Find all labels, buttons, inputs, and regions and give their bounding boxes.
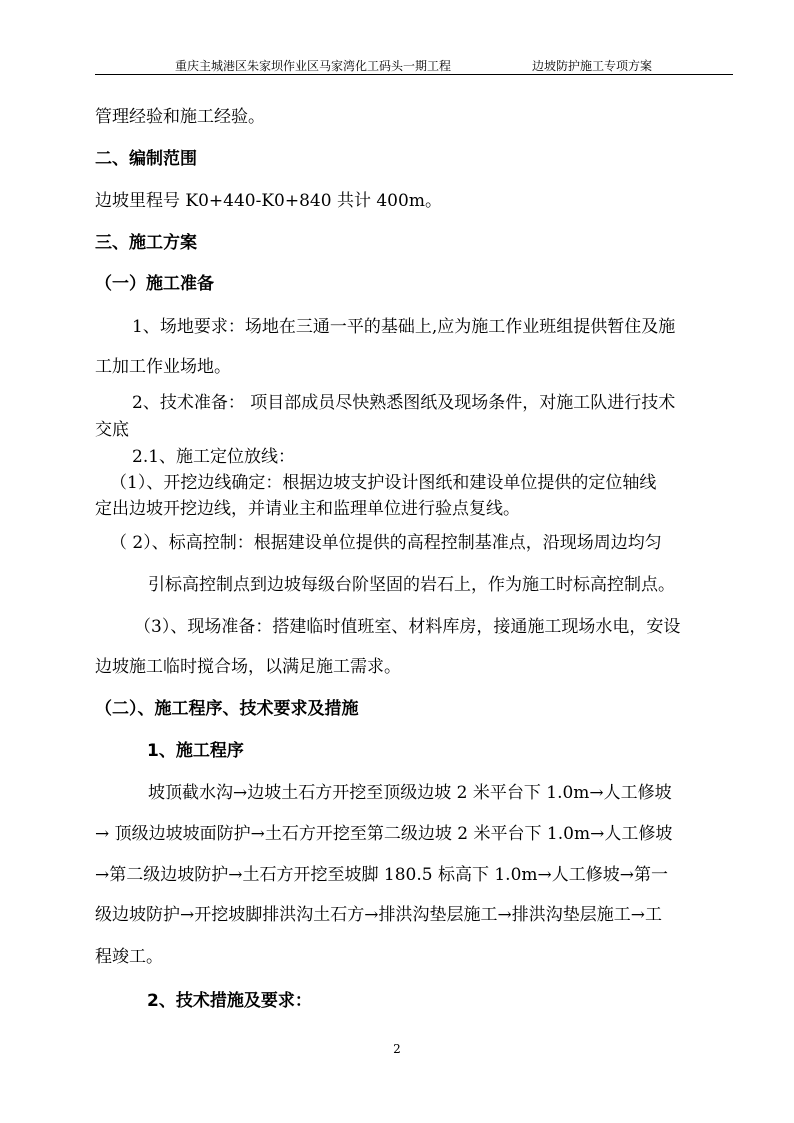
body-line: 2.1、施工定位放线： [132, 447, 296, 467]
body-line: → 顶级边坡坡面防护→土石方开挖至第二级边坡 2 米平台下 1.0m→人工修坡 [95, 824, 673, 844]
running-header-project: 重庆主城港区朱家坝作业区马家湾化工码头一期工程 [175, 59, 452, 73]
section-heading: 三、施工方案 [95, 233, 197, 253]
body-line: 边坡里程号 K0+440-K0+840 共计 400m。 [95, 191, 442, 211]
body-line: 1、场地要求：场地在三通一平的基础上,应为施工作业班组提供暂住及施 [132, 317, 676, 337]
body-line: 级边坡防护→开挖坡脚排洪沟土石方→排洪沟垫层施工→排洪沟垫层施工→工 [95, 905, 662, 925]
item-heading: 2、技术措施及要求： [147, 991, 312, 1011]
body-line: （3）、现场准备：搭建临时值班室、材料库房，接通施工现场水电，安设 [134, 617, 681, 637]
running-header-title: 边坡防护施工专项方案 [532, 59, 653, 73]
page-number: 2 [393, 1042, 401, 1056]
body-line: 交底 [95, 420, 129, 440]
body-line: 坡顶截水沟→边坡土石方开挖至顶级边坡 2 米平台下 1.0m→人工修坡 [148, 783, 672, 803]
body-line: 引标高控制点到边坡每级台阶坚固的岩石上，作为施工时标高控制点。 [148, 575, 675, 595]
body-line: 程竣工。 [95, 947, 163, 967]
subsection-heading: （一）施工准备 [95, 274, 214, 294]
body-line: 定出边坡开挖边线，并请业主和监理单位进行验点复线。 [95, 499, 520, 519]
body-line: 管理经验和施工经验。 [95, 107, 265, 127]
body-line: 边坡施工临时搅合场，以满足施工需求。 [95, 657, 401, 677]
subsection-heading: （二）、施工程序、技术要求及措施 [95, 699, 359, 719]
header-rule [95, 74, 733, 75]
item-heading: 1、施工程序 [147, 741, 244, 761]
body-line: （1）、开挖边线确定：根据边坡支护设计图纸和建设单位提供的定位轴线 [110, 473, 657, 493]
body-line: （ 2）、标高控制：根据建设单位提供的高程控制基准点，沿现场周边均匀 [110, 533, 662, 553]
body-line: 工加工作业场地。 [95, 357, 231, 377]
body-line: 2、技术准备： 项目部成员尽快熟悉图纸及现场条件，对施工队进行技术 [132, 393, 676, 413]
section-heading: 二、编制范围 [95, 149, 197, 169]
body-line: →第二级边坡防护→土石方开挖至坡脚 180.5 标高下 1.0m→人工修坡→第一 [95, 865, 669, 885]
